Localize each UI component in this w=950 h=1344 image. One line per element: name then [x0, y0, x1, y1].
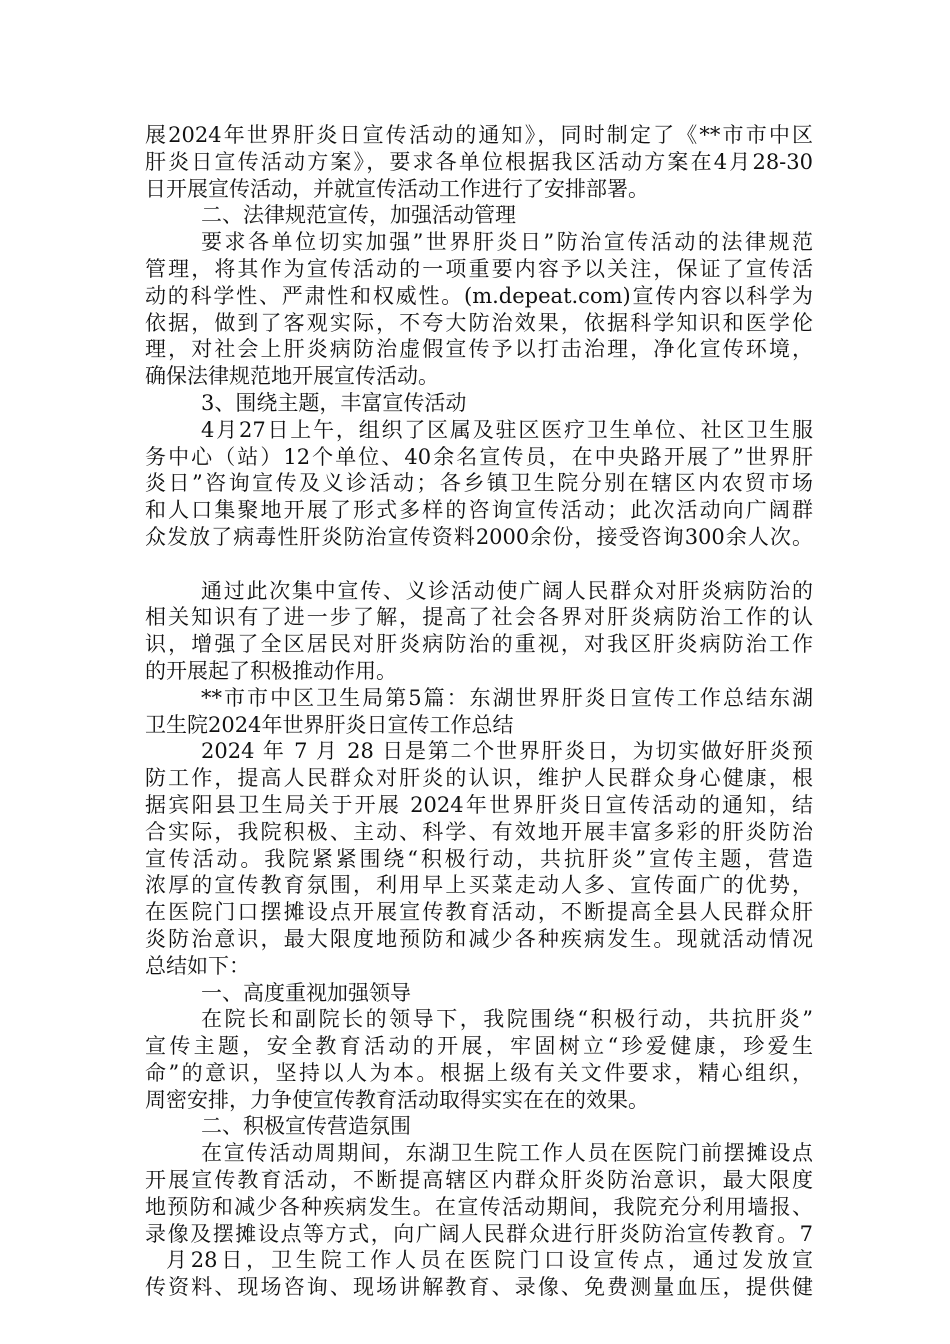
- section-title-article5: [145, 685, 813, 739]
- text-line: 理，对社会上肝炎病防治虚假宣传予以打击治理，净化宣传环境，: [145, 337, 813, 362]
- text-line: 传资料、现场咨询、现场讲解教育、录像、免费测量血压，提供健: [145, 1275, 813, 1300]
- heading-line: 一、高度重视加强领导: [201, 980, 411, 1005]
- text-line: 众发放了病毒性肝炎防治宣传资料2000余份，接受咨询300余人次。: [145, 524, 813, 549]
- text-line: 识，增强了全区居民对肝炎病防治的重视，对我区肝炎病防治工作: [145, 632, 813, 657]
- text-line: 2024 年 7 月 28 日是第二个世界肝炎日，为切实做好肝炎预: [201, 739, 813, 764]
- text-line: 在医院门口摆摊设点开展宣传教育活动，不断提高全县人民群众肝: [145, 900, 813, 925]
- paragraph-article5-intro: [145, 738, 813, 979]
- text-line: 总结如下：: [145, 953, 250, 978]
- section-heading-leadership: [145, 980, 813, 1007]
- text-line: 务中心（站）12个单位、40余名宣传员，在中央路开展了”世界肝: [145, 444, 813, 469]
- text-line: 依据，做到了客观实际，不夸大防治效果，依据科学知识和医学伦: [145, 310, 813, 335]
- text-line: 展2024年世界肝炎日宣传活动的通知》，同时制定了《**市市中区: [145, 123, 813, 147]
- text-line: 4月27日上午，组织了区属及驻区医疗卫生单位、社区卫生服: [201, 417, 813, 442]
- paragraph-notice-intro: [145, 122, 813, 202]
- blank-line: [145, 551, 813, 578]
- text-line: 合实际，我院积极、主动、科学、有效地开展丰富多彩的肝炎防治: [145, 819, 813, 844]
- text-line: 和人口集聚地开展了形式多样的咨询宣传活动；此次活动向广阔群: [145, 498, 813, 523]
- text-line: 动的科学性、严肃性和权威性。(m.depeat.com)宣传内容以科学为: [145, 283, 813, 308]
- text-line: 周密安排，力争使宣传教育活动取得实实在在的效果。: [145, 1087, 649, 1112]
- text-line: 管理，将其作为宣传活动的一项重要内容予以关注，保证了宣传活: [145, 256, 813, 281]
- text-line: 浓厚的宣传教育氛围，利用早上买菜走动人多、宣传面广的优势，: [145, 873, 813, 898]
- text-line: 防工作，提高人民群众对肝炎的认识，维护人民群众身心健康，根: [145, 766, 813, 791]
- paragraph-summary: [145, 578, 813, 685]
- text-line: 相关知识有了进一步了解，提高了社会各界对肝炎病防治工作的认: [145, 605, 813, 630]
- heading-line: 二、积极宣传营造氛围: [201, 1114, 411, 1139]
- text-line: 宣传活动。我院紧紧围绕“积极行动，共抗肝炎”宣传主题，营造: [145, 846, 813, 871]
- text-line: 肝炎日宣传活动方案》，要求各单位根据我区活动方案在4月28-30: [145, 149, 813, 174]
- paragraph-leadership: [145, 1006, 813, 1113]
- text-line: 卫生院2024年世界肝炎日宣传工作总结: [145, 712, 514, 737]
- text-line: 据宾阳县卫生局关于开展 2024年世界肝炎日宣传活动的通知，结: [145, 792, 813, 817]
- text-line: 通过此次集中宣传、义诊活动使广阔人民群众对肝炎病防治的: [201, 578, 813, 603]
- text-line: **市市中区卫生局第5篇：东湖世界肝炎日宣传工作总结东湖: [201, 685, 813, 710]
- text-line: 开展宣传教育活动，不断提高辖区内群众肝炎防治意识，最大限度: [145, 1168, 813, 1193]
- text-line: 录像及摆摊设点等方式，向广阔人民群众进行肝炎防治宣传教育。7: [145, 1221, 813, 1246]
- text-line: 确保法律规范地开展宣传活动。: [145, 364, 439, 389]
- text-line: 炎日”咨询宣传及义诊活动；各乡镇卫生院分别在辖区内农贸市场: [145, 471, 813, 496]
- text-line: 地预防和减少各种疾病发生。在宣传活动期间，我院充分利用墙报、: [145, 1194, 813, 1219]
- text-line: 月28日，卫生院工作人员在医院门口设宣传点，通过发放宣: [145, 1248, 813, 1273]
- text-line: 在宣传活动周期间，东湖卫生院工作人员在医院门前摆摊设点: [201, 1141, 813, 1166]
- heading-line: 二、法律规范宣传，加强活动管理: [201, 203, 516, 228]
- section-heading-atmosphere: [145, 1113, 813, 1140]
- text-line: 在院长和副院长的领导下，我院围绕“积极行动，共抗肝炎”: [201, 1007, 813, 1032]
- heading-line: 3、围绕主题，丰富宣传活动: [201, 390, 467, 415]
- text-line: 日开展宣传活动，并就宣传活动工作进行了安排部署。: [145, 176, 649, 201]
- paragraph-legal: [145, 229, 813, 390]
- text-line: 命”的意识，坚持以人为本。根据上级有关文件要求，精心组织，: [145, 1060, 813, 1085]
- text-line: 要求各单位切实加强”世界肝炎日”防治宣传活动的法律规范: [201, 230, 813, 255]
- section-heading-theme: [145, 390, 813, 417]
- document-body: [145, 122, 813, 1301]
- paragraph-atmosphere: [145, 1140, 813, 1301]
- text-line: 炎防治意识，最大限度地预防和减少各种疾病发生。现就活动情况: [145, 926, 813, 951]
- paragraph-theme: [145, 417, 813, 551]
- text-line: 宣传主题，安全教育活动的开展，牢固树立“珍爱健康，珍爱生: [145, 1034, 813, 1059]
- section-heading-legal: [145, 202, 813, 229]
- text-line: 的开展起了积极推动作用。: [145, 658, 397, 683]
